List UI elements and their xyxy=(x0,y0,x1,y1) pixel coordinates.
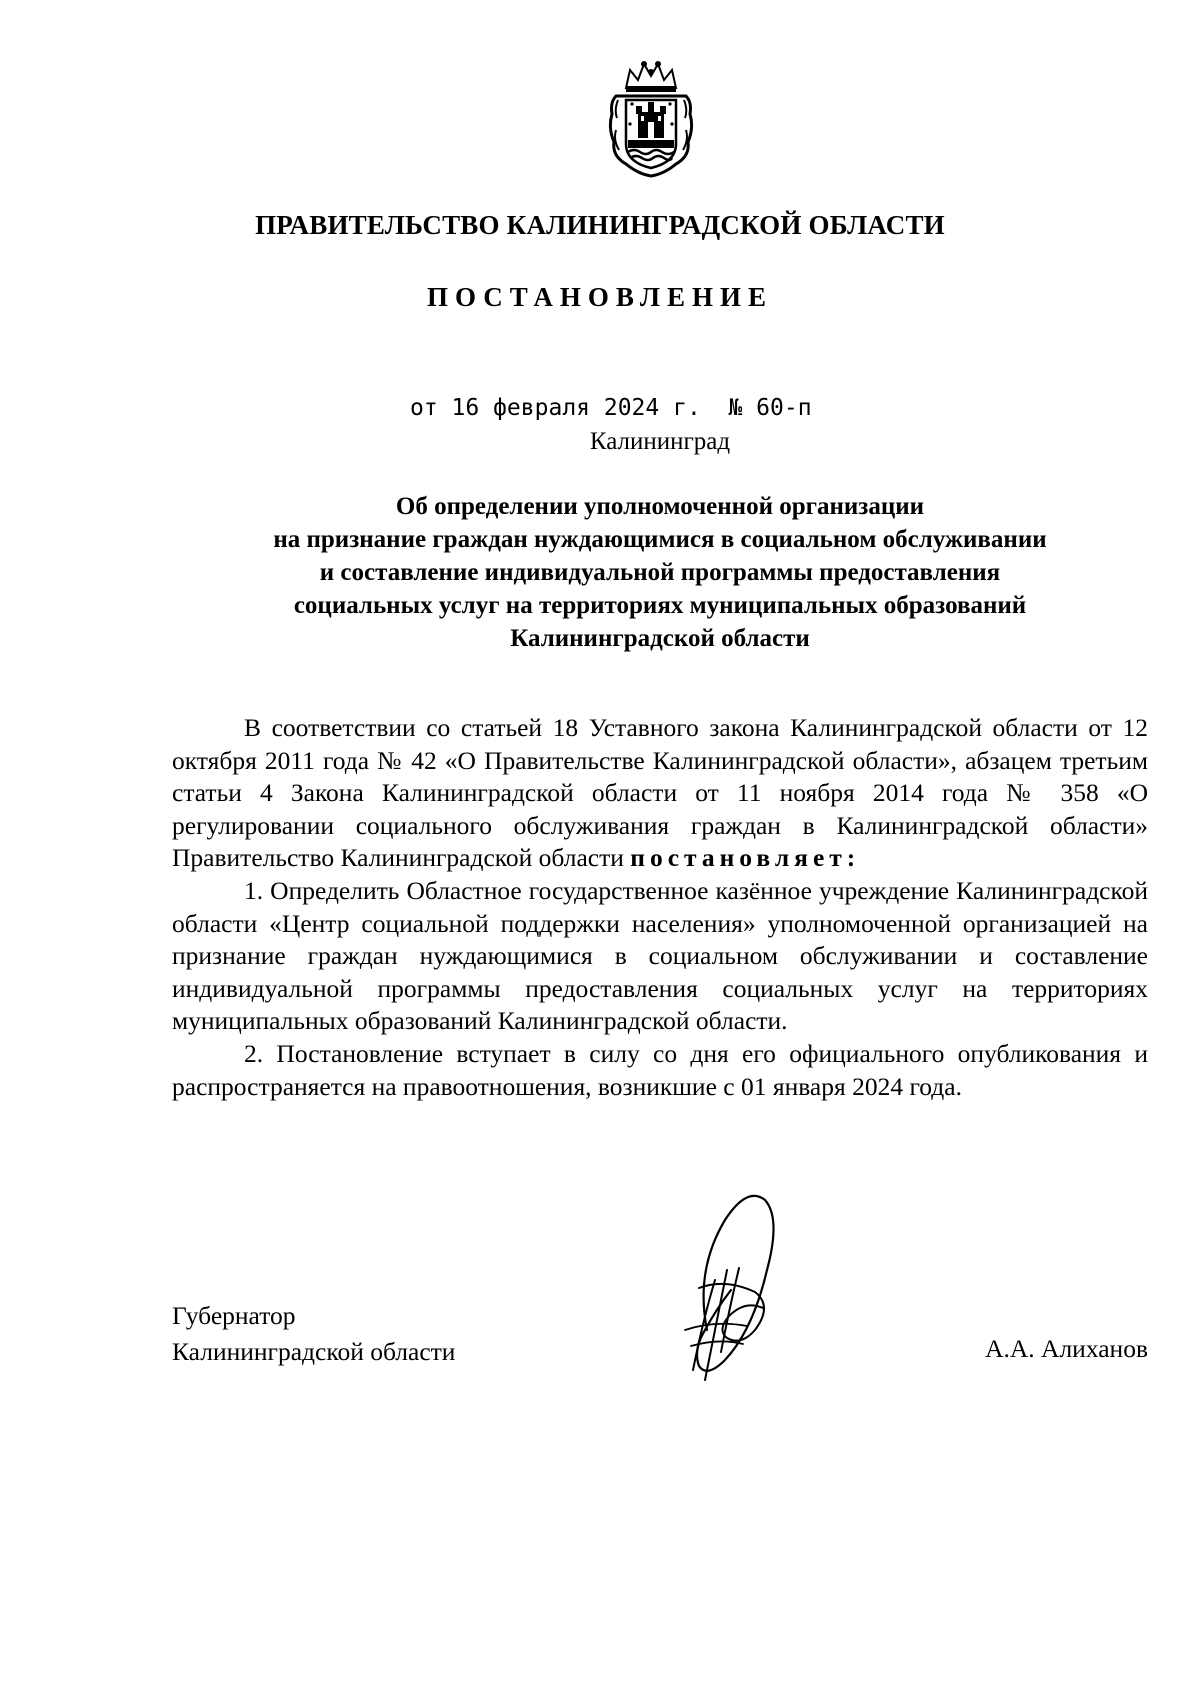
preamble-text: В соответствии со статьей 18 Уставного закона Калининградской области от 12 октября 2011 года № 42 «О Правительстве Калининградской области», абзацем третьим статьи 4 Закона Калининградской области от 11 ноября 2014 года № 358 «О регулировании социального обслуживания граждан в Калининградской области» Правительство Калининградской области xyxy=(172,713,1148,873)
signer-position xyxy=(172,1298,455,1370)
signer-position-line: Калининградской области xyxy=(172,1337,456,1366)
preamble-paragraph xyxy=(172,712,1148,875)
city: Калининград xyxy=(589,428,731,455)
item-paragraph-1: 1. Определить Областное государственное казённое учреждение Калининградской области «Центр социальной поддержки населения» уполномоченной организацией на признание граждан нуждающимися в социальном обслуживании и составление индивидуальной программы предоставления социальных услуг на территориях муниципальных образований Калининградской области. xyxy=(172,875,1148,1036)
document-body xyxy=(172,712,1148,1103)
coat-of-arms-emblem xyxy=(604,58,698,178)
subject-line: Об определении уполномоченной организации xyxy=(395,493,925,520)
item-paragraph-2: 2. Постановление вступает в силу со дня его официального опубликования и распространяется на правоотношения, возникшие с 01 января 2024 года. xyxy=(172,1038,1148,1101)
date-and-number: от 16 февраля 2024 г. № 60-п xyxy=(410,395,812,421)
government-title: ПРАВИТЕЛЬСТВО КАЛИНИНГРАДСКОЙ ОБЛАСТИ xyxy=(255,210,945,240)
handwritten-signature xyxy=(655,1180,795,1400)
signer-name: А.А. Алиханов xyxy=(985,1334,1148,1363)
signer-position-line: Губернатор xyxy=(172,1301,296,1330)
subject-line: и составление индивидуальной программы предоставления xyxy=(319,559,1001,586)
subject-line: Калининградской области xyxy=(510,625,810,652)
document-subject xyxy=(170,490,1150,655)
subject-line: на признание граждан нуждающимися в социальном обслуживании xyxy=(273,526,1047,553)
document-type-title: ПОСТАНОВЛЕНИЕ xyxy=(426,282,774,312)
subject-line: социальных услуг на территориях муниципальных образований xyxy=(293,592,1027,619)
resolves-word: постановляет: xyxy=(630,843,861,873)
